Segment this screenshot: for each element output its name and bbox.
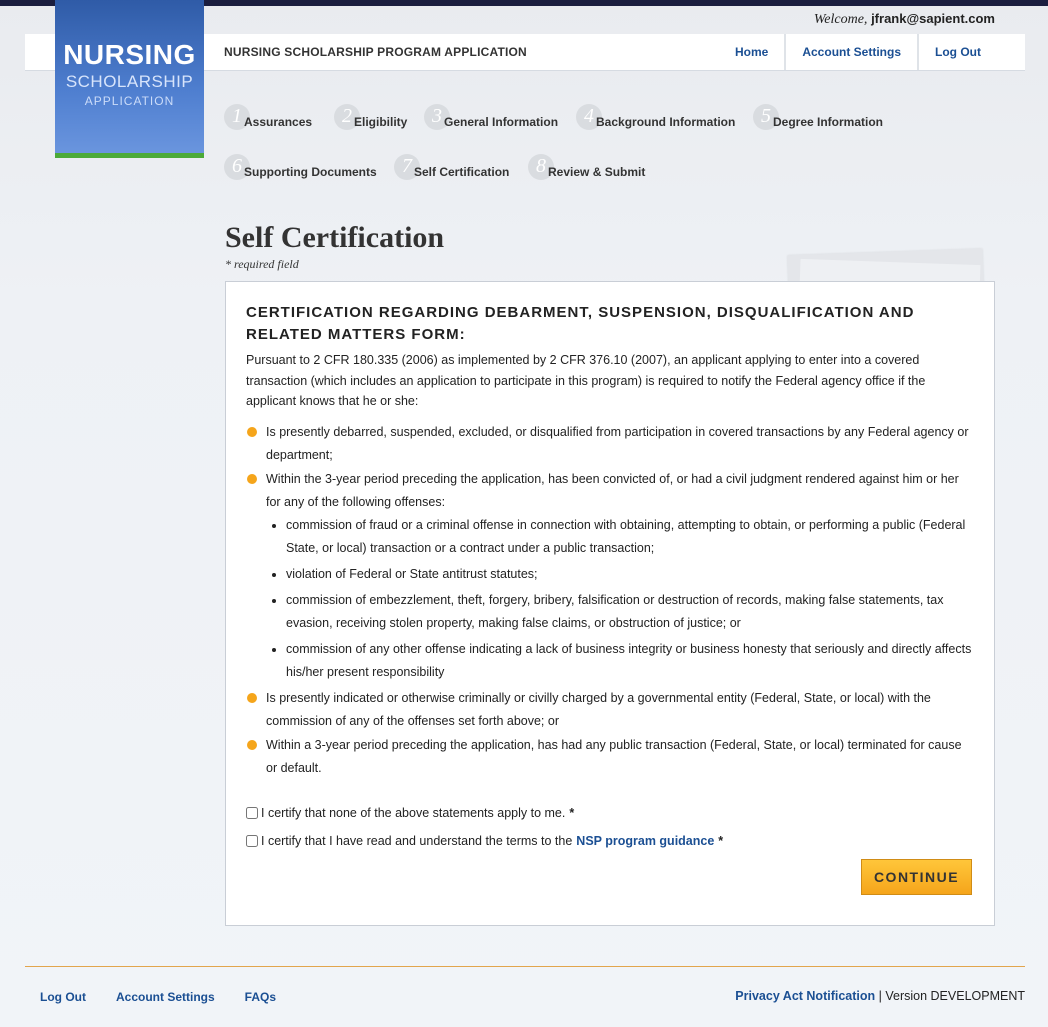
step-label: General Information [444, 115, 559, 129]
form-intro: Pursuant to 2 CFR 180.335 (2006) as implemented by 2 CFR 376.10 (2007), an applicant applying to enter into a covered transaction (which includes an application to participate in this program) is required to notify the Federal agency office if the applicant knows that he or she: [246, 353, 926, 408]
step-eligibility[interactable] [334, 104, 407, 130]
footer-faqs-link[interactable]: FAQs [244, 990, 276, 1004]
step-supporting-documents[interactable] [224, 154, 377, 180]
step-number: 1 [224, 104, 250, 130]
certification-form [225, 281, 995, 926]
footer-nav [40, 990, 306, 1004]
page-title: Self Certification [225, 221, 445, 254]
step-number: 2 [334, 104, 360, 130]
list-item: Is presently indicated or otherwise criminally or civilly charged by a governmental entity (Federal, State, or local) with the commission of any of the offenses set forth above; or [246, 687, 976, 733]
list-item: Within a 3-year period preceding the application, has had any public transaction (Federal, State, or local) terminated for cause or default. [246, 734, 976, 780]
list-item: Is presently debarred, suspended, excluded, or disqualified from participation in covered transactions by any Federal agency or department; [246, 421, 976, 467]
certify-none-apply-label: I certify that none of the above statements apply to me. [261, 806, 566, 820]
version-text: | Version DEVELOPMENT [878, 989, 1025, 1003]
step-label: Supporting Documents [244, 165, 377, 179]
step-label: Eligibility [354, 115, 408, 129]
step-label: Background Information [596, 115, 736, 129]
step-number: 7 [394, 154, 420, 180]
step-background-information[interactable] [576, 104, 735, 130]
nav-log-out-link[interactable]: Log Out [917, 34, 1025, 70]
step-number: 8 [528, 154, 554, 180]
step-number: 5 [753, 104, 779, 130]
sub-list-item: commission of embezzlement, theft, forgery, bribery, falsification or destruction of records, making false statements, tax evasion, receiving stolen property, making false claims, or obstruction of justice; or [266, 589, 976, 635]
nav-account-settings-link[interactable]: Account Settings [784, 34, 917, 70]
step-label: Review & Submit [548, 165, 646, 179]
footer-right [735, 989, 1025, 1003]
logo-line-1: NURSING [63, 39, 196, 70]
app-title: NURSING SCHOLARSHIP PROGRAM APPLICATION [224, 45, 527, 59]
logo-line-3: APPLICATION [84, 94, 175, 108]
certification-items [246, 421, 976, 781]
sub-list-item: commission of any other offense indicating a lack of business integrity or business honesty that seriously and directly affects his/her present responsibility [266, 638, 976, 684]
nav-home-link[interactable]: Home [735, 45, 769, 59]
required-mark: * [718, 834, 724, 848]
certify-read-terms-label: I certify that I have read and understand the terms to the [261, 834, 573, 848]
step-degree-information[interactable] [753, 104, 883, 130]
welcome-user: jfrank@sapient.com [871, 11, 995, 26]
step-general-information[interactable] [424, 104, 558, 130]
footer-log-out-link[interactable]: Log Out [40, 990, 86, 1004]
top-nav [719, 34, 1025, 70]
step-number: 6 [224, 154, 250, 180]
certify-none-apply-checkbox[interactable] [246, 807, 258, 819]
sub-list-item: commission of fraud or a criminal offense in connection with obtaining, attempting to obtain, or performing a public (Federal State, or local) transaction or a contract under a public transaction; [266, 514, 976, 560]
certify-read-terms-checkbox[interactable] [246, 835, 258, 847]
step-self-certification[interactable] [394, 154, 509, 180]
step-number: 3 [424, 104, 450, 130]
form-heading: CERTIFICATION REGARDING DEBARMENT, SUSPENSION, DISQUALIFICATION AND RELATED MATTERS FORM: [246, 304, 915, 343]
step-label: Degree Information [773, 115, 884, 129]
required-field-note: * required field [225, 257, 299, 271]
welcome-prefix: Welcome, [813, 12, 868, 27]
offense-list [266, 514, 976, 684]
nursing-scholarship-logo[interactable] [55, 0, 204, 158]
privacy-act-notification-link[interactable]: Privacy Act Notification [735, 989, 876, 1003]
step-label: Assurances [244, 115, 313, 129]
certify-read-terms[interactable] [246, 834, 723, 848]
continue-button[interactable]: CONTINUE [861, 859, 972, 895]
step-assurances[interactable] [224, 104, 312, 130]
sub-list-item: violation of Federal or State antitrust statutes; [266, 563, 976, 586]
footer-divider [25, 966, 1025, 967]
step-number: 4 [576, 104, 602, 130]
step-review-submit[interactable] [528, 154, 645, 180]
list-item: Within the 3-year period preceding the application, has been convicted of, or had a civil judgment rendered against him or her for any of the following offenses: commission of fraud or a criminal offense in connection with obtaining, attempting to obtain, or performing a public (Federal State, or local) transaction or a contract under a public transaction; violation of Federal or State antitrust statutes; commission of embezzlement, theft, forgery, bribery, falsification or destruction of records, making false statements, tax evasion, receiving stolen property, making false claims, or obstruction of justice; or commission of any other offense indicating a lack of business integrity or business honesty that seriously and directly affects his/her present responsibility [246, 468, 976, 684]
footer-account-settings-link[interactable]: Account Settings [115, 990, 215, 1004]
welcome-message [814, 11, 995, 28]
nsp-program-guidance-link[interactable]: NSP program guidance [576, 834, 715, 848]
logo-line-2: SCHOLARSHIP [65, 72, 194, 91]
required-mark: * [569, 806, 575, 820]
certify-none-apply[interactable] [246, 806, 574, 820]
step-label: Self Certification [414, 165, 510, 179]
